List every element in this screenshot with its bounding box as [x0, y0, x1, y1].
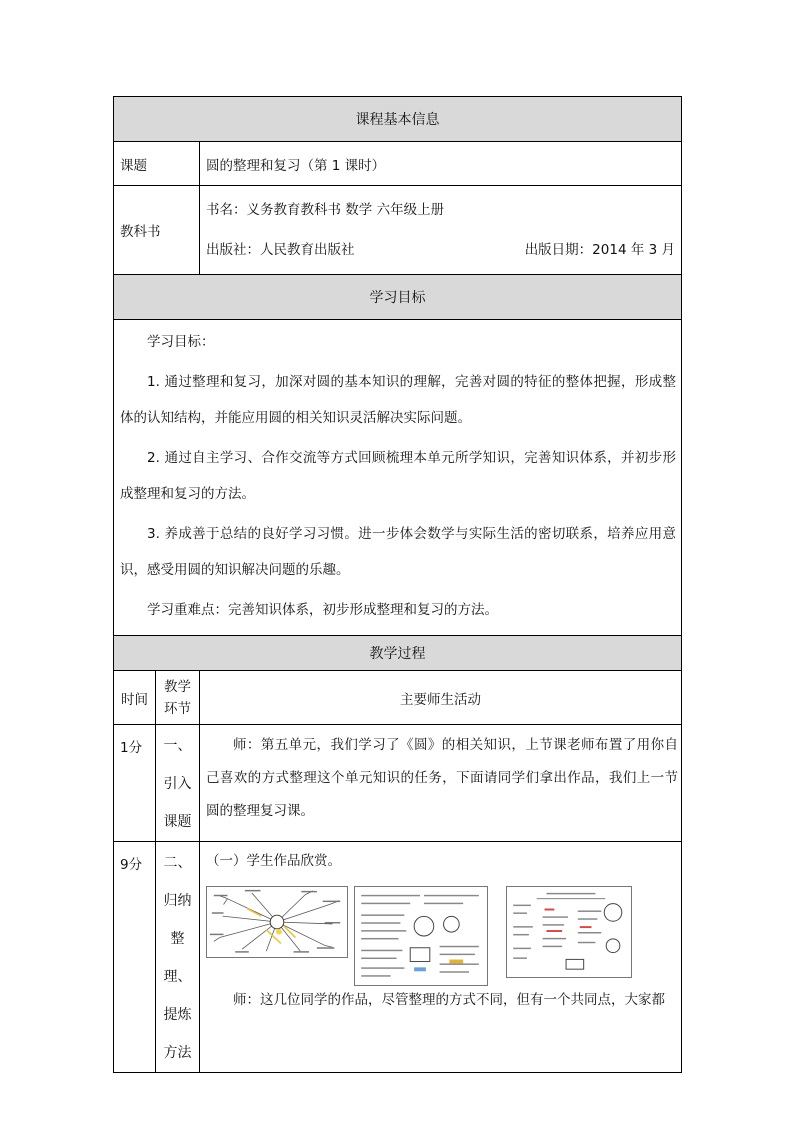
stage-line: 归纳	[163, 893, 192, 909]
notes-drawing	[355, 887, 487, 985]
stage-line: 引入	[163, 776, 192, 792]
student-work-notes-image	[354, 886, 488, 986]
row-time: 1分	[114, 725, 156, 842]
student-work-mindmap-image	[206, 886, 348, 958]
publication-date: 出版日期：2014 年 3 月	[524, 242, 676, 258]
lesson-plan-document	[113, 96, 681, 1061]
stage-line: 方法	[163, 1045, 192, 1061]
activity-text: 师：第五单元，我们学习了《圆》的相关知识，上节课老师布置了用你自己喜欢的方式整理这个单元知识的任务，下面请同学们拿出作品，我们上一节圆的整理复习课。	[206, 737, 679, 819]
student-work-diagram-image	[506, 886, 632, 978]
row-time: 9分	[114, 842, 156, 1073]
row-stage	[156, 842, 200, 1073]
topic-label: 课题	[114, 142, 200, 186]
goals-intro: 学习目标：	[147, 334, 215, 350]
publisher: 出版社：人民教育出版社	[206, 242, 355, 258]
col-time-header: 时间	[114, 671, 156, 725]
row-activity	[200, 725, 682, 842]
goal-item: 3. 养成善于总结的良好学习习惯。进一步体会数学与实际生活的密切联系，培养应用意识，感受用圆的知识解决问题的乐趣。	[120, 526, 677, 578]
stage-line: 一、	[163, 738, 192, 754]
key-points: 学习重难点：完善知识体系，初步形成整理和复习的方法。	[147, 602, 498, 618]
row-stage	[156, 725, 200, 842]
activity-subtitle: （一）学生作品欣赏。	[206, 853, 341, 869]
student-works-gallery	[206, 886, 678, 980]
lesson-plan-table	[113, 96, 682, 1073]
topic-value: 圆的整理和复习（第 1 课时）	[200, 142, 682, 186]
stage-line: 课题	[163, 814, 192, 830]
diagram-drawing	[507, 887, 631, 977]
course-info-header: 课程基本信息	[114, 97, 682, 142]
learning-goals-body	[114, 320, 682, 636]
stage-line: 二、	[163, 855, 192, 871]
table-row	[114, 725, 682, 842]
mindmap-drawing	[207, 887, 347, 957]
book-name: 书名：义务教育教科书 数学 六年级上册	[206, 202, 445, 218]
row-activity	[200, 842, 682, 1073]
stage-line: 整	[170, 931, 185, 947]
textbook-label: 教科书	[114, 186, 200, 275]
learning-goals-header: 学习目标	[114, 275, 682, 320]
activity-text: 师：这几位同学的作品，尽管整理的方式不同，但有一个共同点，大家都	[233, 992, 665, 1008]
goal-item: 1. 通过整理和复习，加深对圆的基本知识的理解，完善对圆的特征的整体把握，形成整体的认知结构，并能应用圆的相关知识灵活解决实际问题。	[120, 374, 677, 426]
col-stage-header: 教学环节	[156, 671, 200, 725]
col-activity-header: 主要师生活动	[200, 671, 682, 725]
textbook-value	[200, 186, 682, 275]
teaching-process-header: 教学过程	[114, 636, 682, 671]
stage-line: 理、	[163, 969, 192, 985]
stage-line: 提炼	[163, 1007, 192, 1023]
table-row	[114, 842, 682, 1073]
goal-item: 2. 通过自主学习、合作交流等方式回顾梳理本单元所学知识，完善知识体系，并初步形成整理和复习的方法。	[120, 450, 677, 502]
